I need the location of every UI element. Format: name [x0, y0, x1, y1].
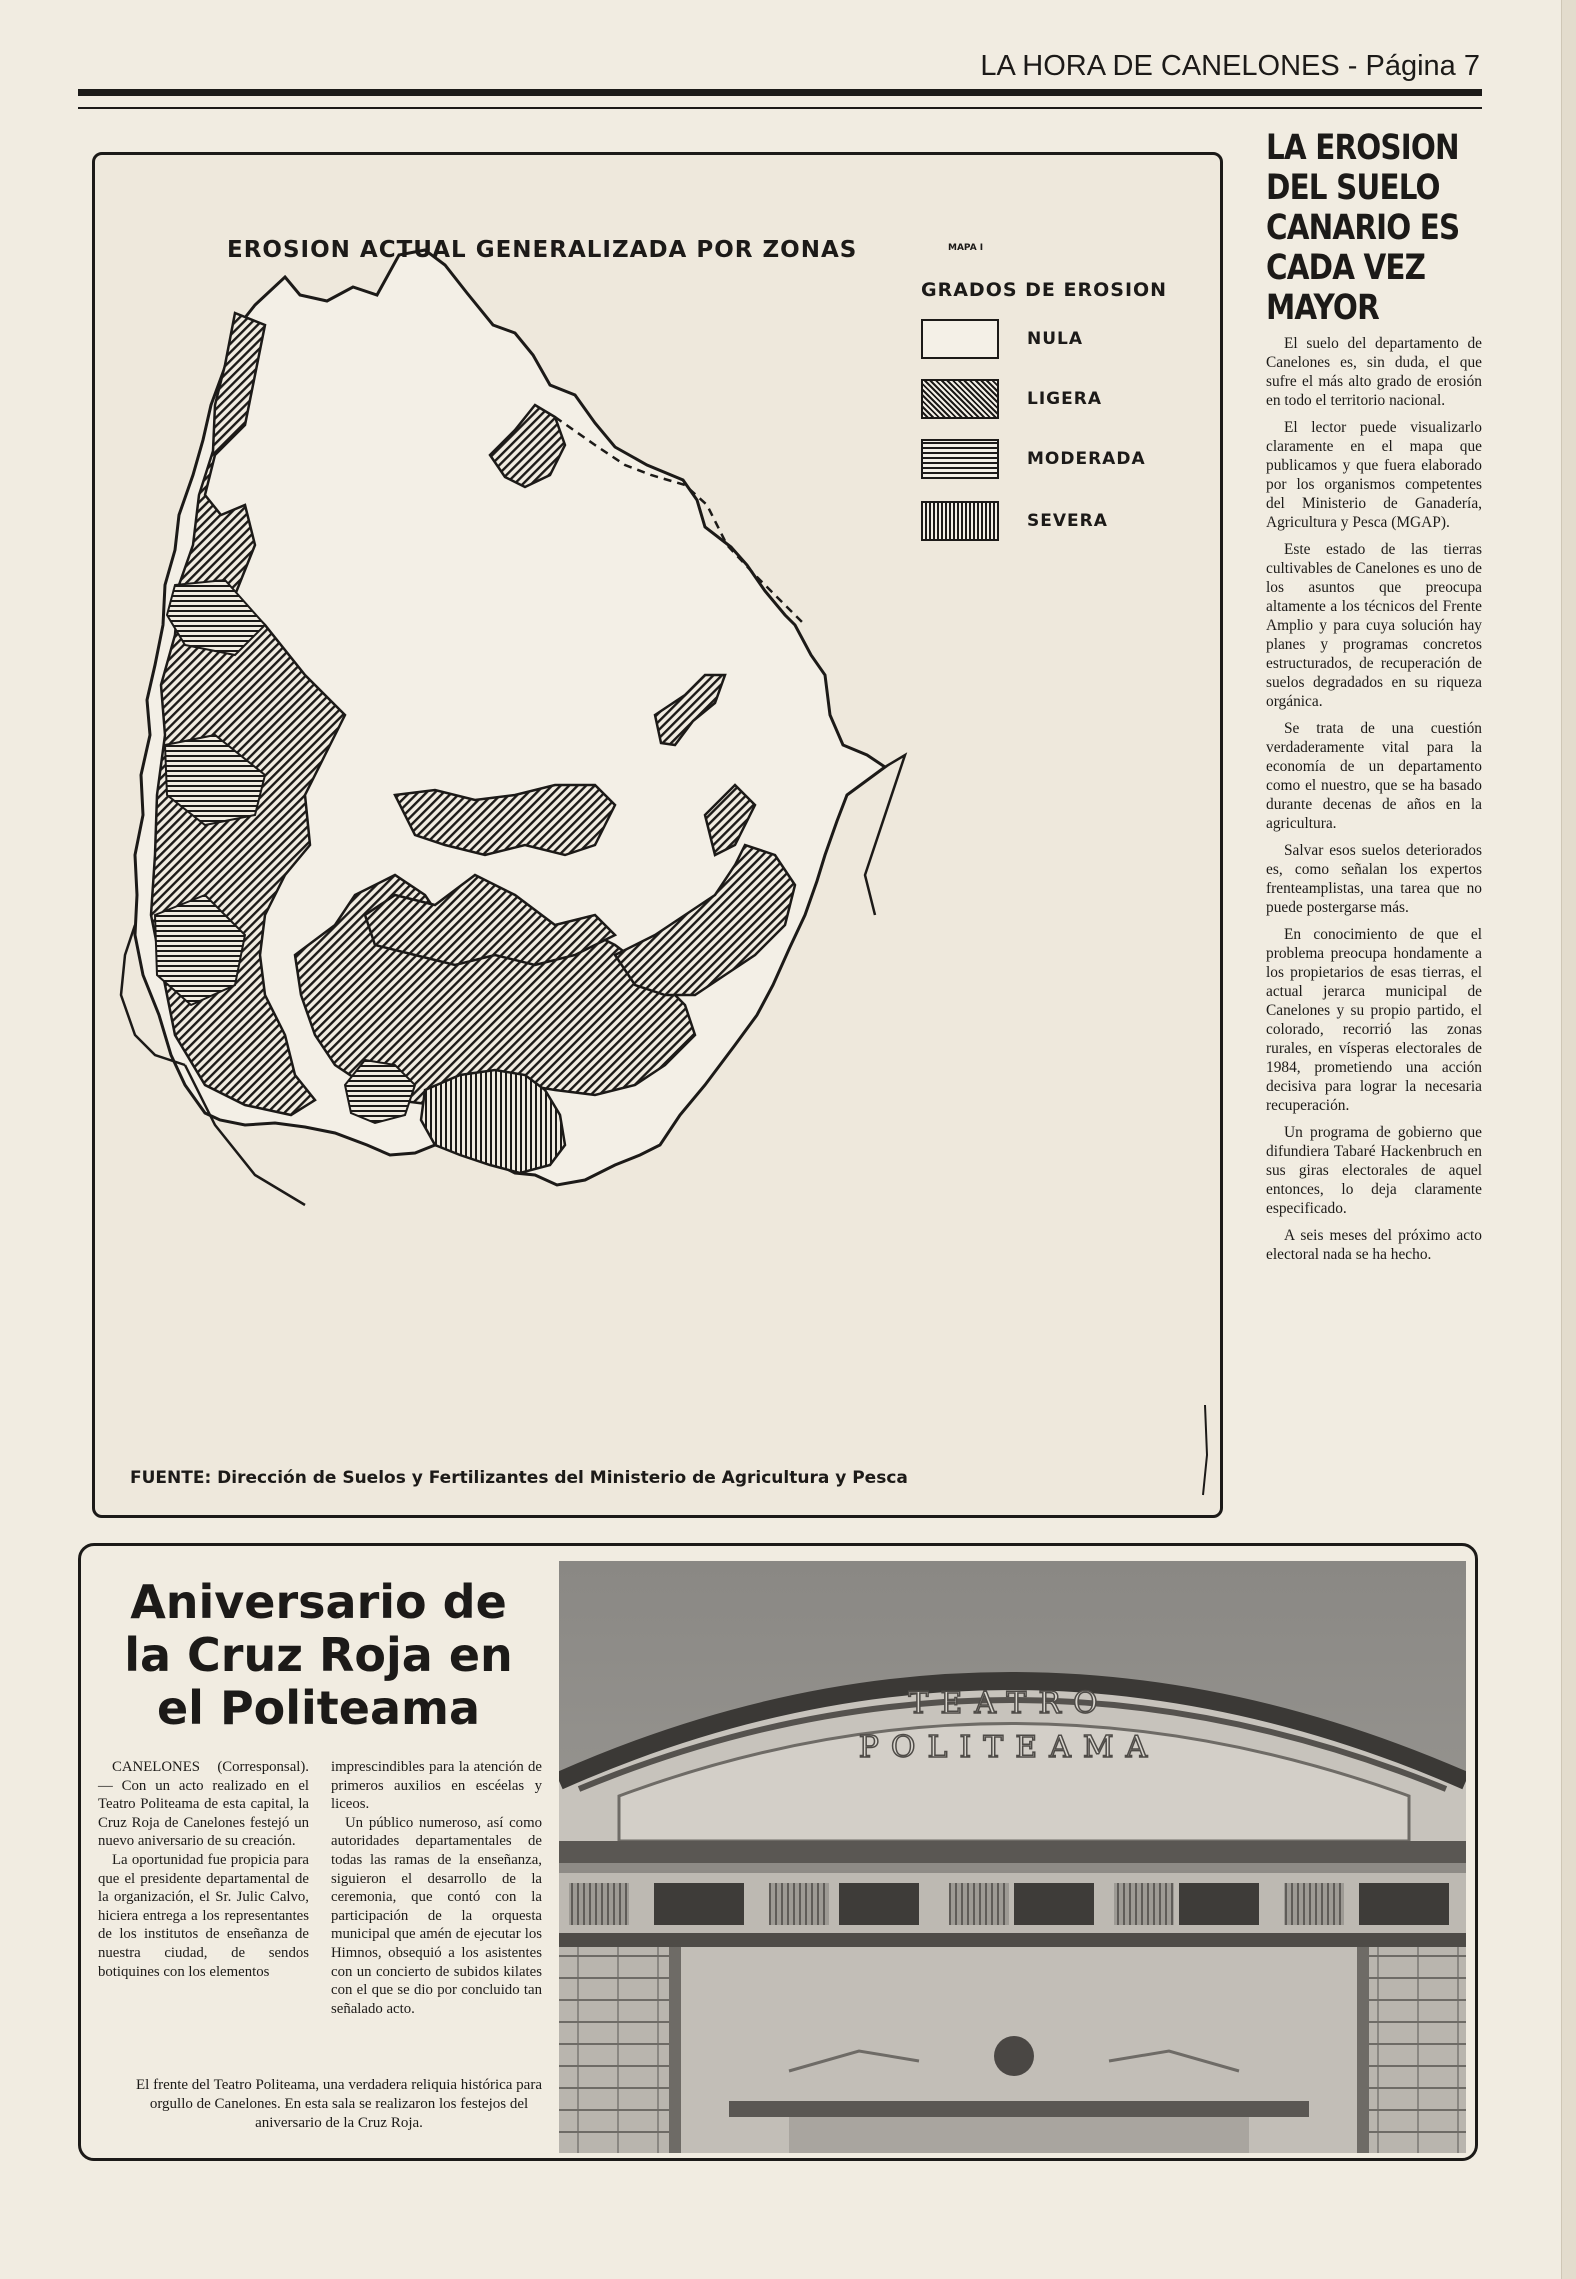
- article-paragraph: El lector puede visualizarlo claramente en el mapa que publicamos y que fuera elaborado por los organismos competentes del Ministerio de Ganadería, Agricultura y Pesca (MGAP).: [1266, 419, 1482, 531]
- headline-line: el Politeama: [156, 1681, 481, 1735]
- article-paragraph: Salvar esos suelos deteriorados es, como señalan los expertos frenteamplistas, una tarea que no puede postergarse más.: [1266, 842, 1482, 916]
- article-column-1: [98, 1758, 309, 1981]
- erosion-article-body: [1266, 334, 1482, 1264]
- article-paragraph: A seis meses del próximo acto electoral nada se ha hecho.: [1266, 1227, 1482, 1263]
- frame-margin-mark: [1203, 1405, 1207, 1495]
- map-subtitle: MAPA I: [948, 243, 984, 253]
- erosion-headline: LA EROSION DEL SUELO CANARIO ES CADA VEZ MAYOR: [1266, 128, 1460, 328]
- running-head: LA HORA DE CANELONES - Página 7: [980, 50, 1480, 82]
- erosion-legend: [921, 279, 1211, 531]
- header-rule-thick: [78, 89, 1482, 96]
- legend-swatch-nula: [921, 319, 999, 359]
- headline-line: la Cruz Roja en: [124, 1628, 513, 1682]
- legend-label-nula: NULA: [1027, 329, 1084, 349]
- erosion-article: [1266, 128, 1482, 1272]
- erosion-map-frame: [92, 152, 1223, 1518]
- photo-caption: El frente del Teatro Politeama, una verdadera reliquia histórica para orgullo de Canelones. En esta sala se realizaron los festejos del aniversario de la Cruz Roja.: [136, 2077, 542, 2131]
- headline-line: Aniversario de: [130, 1575, 507, 1629]
- legend-item-ligera: [921, 379, 1211, 419]
- map-source: FUENTE: Dirección de Suelos y Fertilizantes del Ministerio de Agricultura y Pesca: [130, 1468, 908, 1488]
- article-paragraph: En conocimiento de que el problema preocupa hondamente a los propietarios de esas tierras, el actual jerarca municipal de Canelones y su propio partido, el colorado, recorrió las zonas rurales, en vísperas electorales de 1984, prometiendo una acción decisiva para lograr la necesaria recuperación.: [1266, 926, 1482, 1114]
- article-paragraph: Este estado de las tierras cultivables de Canelones es uno de los asuntos que preocupa altamente a los técnicos del Frente Amplio y para cuya solución hay planes y programas concretos estructurados, de recuperación de suelos degradados en su riqueza orgánica.: [1266, 541, 1482, 710]
- photo-sign-line: TEATRO: [908, 1686, 1110, 1721]
- cruz-roja-article: [78, 1543, 1478, 2161]
- map-title: EROSION ACTUAL GENERALIZADA POR ZONAS: [227, 237, 858, 263]
- legend-item-moderada: [921, 439, 1211, 479]
- paper-edge: [1561, 0, 1576, 2279]
- legend-swatch-moderada: [921, 439, 999, 479]
- legend-label-severa: SEVERA: [1027, 511, 1108, 531]
- article-paragraph: Se trata de una cuestión verdaderamente vital para la economía de un departamento como el nuestro, que se ha basado durante decenas de años en la agricultura.: [1266, 720, 1482, 832]
- legend-label-moderada: MODERADA: [1027, 449, 1146, 469]
- article-paragraph: Un programa de gobierno que difundiera Tabaré Hackenbruch en sus giras electorales de aquel entonces, lo deja claramente especificado.: [1266, 1124, 1482, 1217]
- article-paragraph: CANELONES (Corresponsal).— Con un acto realizado en el Teatro Politeama de esta capital, la Cruz Roja de Canelones festejó un nuevo aniversario de su creación.: [98, 1759, 309, 1850]
- teatro-facade-illustration: [559, 1561, 1466, 2153]
- article-column-2: [331, 1758, 542, 2018]
- legend-title: GRADOS DE EROSION: [921, 279, 1168, 301]
- erosion-map-figure: [95, 155, 1220, 1515]
- legend-swatch-ligera: [921, 379, 999, 419]
- article-paragraph: Un público numeroso, así como autoridades departamentales de todas las ramas de la enseñanza, siguieron el desarrollo de la ceremonia, que contó con la participación de la orquesta municipal que amén de ejecutar los Himnos, obsequió a los asistentes con un concierto de subidos kilates con el que se dio por concluido tan señalado acto.: [331, 1814, 542, 2017]
- legend-item-nula: [921, 319, 1211, 359]
- teatro-politeama-photo: [559, 1561, 1466, 2153]
- article-paragraph: El suelo del departamento de Canelones es, sin duda, el que sufre el más alto grado de erosión en todo el territorio nacional.: [1266, 335, 1482, 409]
- photo-sign-line: POLITEAMA: [858, 1730, 1160, 1765]
- legend-label-ligera: LIGERA: [1027, 389, 1102, 409]
- legend-item-severa: [921, 501, 1211, 541]
- article-paragraph: imprescindibles para la atención de primeros auxilios en escéelas y liceos.: [331, 1759, 542, 1813]
- header-rule-thin: [78, 107, 1482, 109]
- legend-swatch-severa: [921, 501, 999, 541]
- cruz-roja-headline: [91, 1576, 546, 1735]
- article-paragraph: La oportunidad fue propicia para que el presidente departamental de la organización, el Sr. Julic Calvo, hiciera entrega a los representantes de los institutos de enseñanza de nuestra ciudad, de sendos botiquines con los elementos: [98, 1851, 309, 1980]
